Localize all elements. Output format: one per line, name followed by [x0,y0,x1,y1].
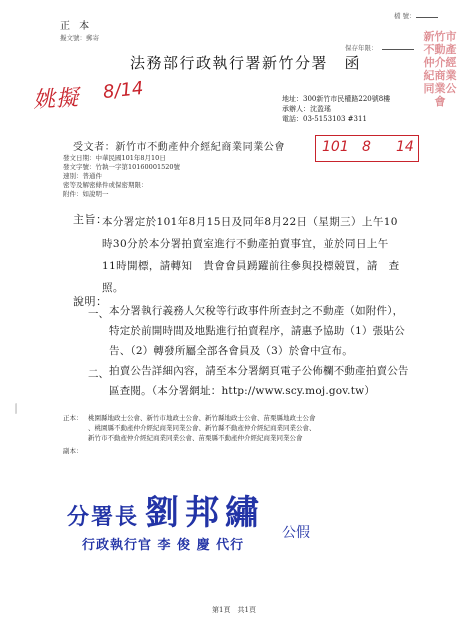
subject-label: 主旨： [73,213,108,226]
handwritten-date: 8/14 [102,77,145,104]
keep-years [345,43,414,52]
stamp-day: 14 [396,139,414,155]
attachment: 附件：如說明一 [63,190,109,198]
doc-corner-label: 擬文號：郵寄 [60,34,99,42]
urgency: 速別：普通件 [63,172,102,180]
receipt-seal-vertical: 新竹市不動產仲介經紀商業同業公會 [423,30,457,108]
contact-line: 承辦人：沈盈瑤 [282,105,331,113]
phone-line: 電話：03-5153103 #311 [282,115,367,123]
cc-line: 、桃園縣不動產仲介經紀商業同業公會、新竹縣不動產仲介經紀商業同業公會、 [88,424,316,432]
document-number: 發文字號：竹執一字第10160001520號 [63,163,180,171]
address-block [282,94,390,124]
stamp-month: 8 [362,139,371,155]
page-number: 第1頁 共1頁 [212,606,256,614]
page-title: 法務部行政執行署新竹分署 函 [130,54,362,72]
archive-number [394,11,438,20]
explanation-label: 說明： [73,295,108,308]
confidentiality: 密等及解密條件或保密期限： [63,181,148,189]
binding-mark: 〡 [10,402,23,416]
item-number: 二、 [88,368,109,380]
issue-date: 發文日期：中華民國101年8月10日 [63,154,166,162]
copy-type: 正 本 [60,21,93,32]
explanation-item: 拍賣公告詳細內容，請至本分署網頁電子公佈欄不動產拍賣公告區查閱。（本分署網址：http://www.scy.moj.gov.tw） [109,365,409,397]
cc-main-label: 正本： [63,414,83,422]
acting-officer: 行政執行官 李 俊 慶 代行 [82,538,245,553]
subject-text: 本分署定於101年8月15日及同年8月22日（星期三）上午10時30分於本分署拍賣室進行不動產拍賣事宜，並於同日上午11時開標，請轉知 貴會會員踴躍前往參與投標競買，請 查照。 [102,216,400,294]
cc-line: 新竹市不動產仲介經紀商業同業公會、苗栗縣不動產仲介經紀商業同業公會 [88,434,303,442]
stamp-year: 101 [322,139,349,155]
cc-line: 桃園縣地政士公會、新竹市地政士公會、新竹縣地政士公會、苗栗縣地政士公會 [88,414,316,422]
address-line: 地址：300新竹市民權路220號8樓 [282,95,391,103]
item-number: 一、 [88,308,109,320]
cc-copy-label: 副本： [63,447,83,455]
archive-label: 檔 號： [394,12,416,20]
signatory-title: 分署長 [67,505,140,530]
explanation-item: 本分署執行義務人欠稅等行政事件所查封之不動產（如附件），特定於前開時間及地點進行拍賣程序，請惠予協助（1）張貼公告、（2）轉發所屬全部各會員及（3）於會中宣布。 [109,305,405,357]
signatory-name: 劉邦繡 [145,493,266,533]
received-date-stamp [315,135,419,162]
signature-block [67,485,265,534]
leave-note: 公假 [282,525,310,541]
keep-years-label: 保存年限： [345,44,378,52]
recipient: 受文者：新竹市不動產仲介經紀商業同業公會 [73,142,285,153]
handwritten-mark: 姚擬 [32,85,80,114]
